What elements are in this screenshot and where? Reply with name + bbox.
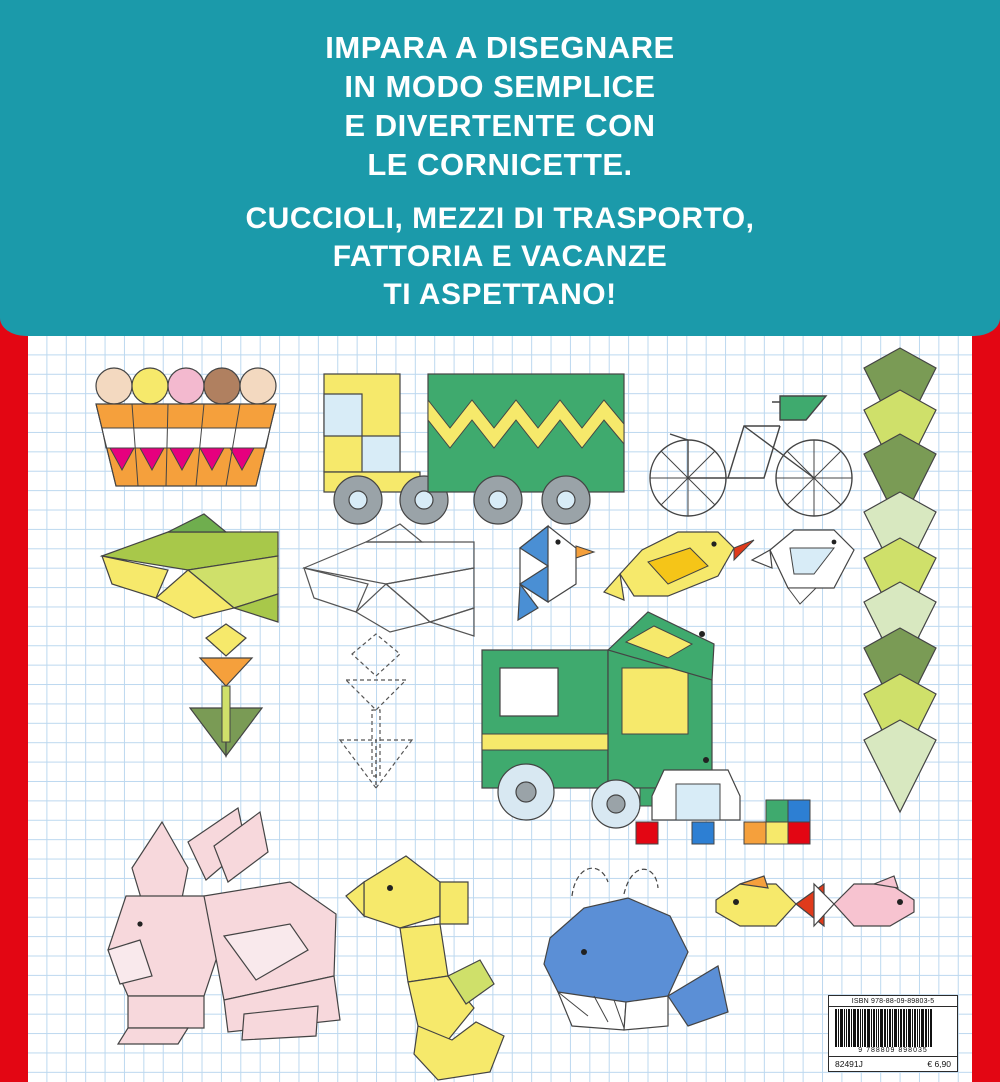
uccellino-giallo-illustration bbox=[604, 532, 754, 600]
barcode-price: € 6,90 bbox=[927, 1059, 951, 1069]
aeroplano-colorato-illustration bbox=[102, 514, 278, 622]
barcode-block bbox=[828, 995, 958, 1072]
headline-line-2: IN MODO SEMPLICE bbox=[344, 69, 656, 105]
pesce-rosa-illustration bbox=[814, 876, 914, 926]
barcode-code: 82491J bbox=[835, 1059, 863, 1069]
fiore-tratteggiato-illustration bbox=[340, 634, 412, 788]
rimorchio-illustration bbox=[428, 374, 624, 524]
bicicletta-illustration bbox=[650, 396, 852, 516]
cavalluccio-marino-illustration bbox=[346, 856, 504, 1080]
artwork-illustrations bbox=[28, 336, 972, 1082]
subheadline-line-3: TI ASPETTANO! bbox=[383, 277, 617, 311]
barcode-digits: 9 788809 898035 bbox=[858, 1047, 928, 1054]
subheadline bbox=[0, 200, 1000, 313]
headline-line-1: IMPARA A DISEGNARE bbox=[325, 30, 675, 65]
barcode-footer bbox=[829, 1056, 957, 1071]
headline-line-4: LE CORNICETTE. bbox=[367, 147, 633, 183]
subheadline-line-1: CUCCIOLI, MEZZI DI TRASPORTO, bbox=[245, 202, 755, 235]
bordo-foglie-illustration bbox=[864, 348, 936, 812]
header-banner bbox=[0, 0, 1000, 336]
mongolfiera-cesto-illustration bbox=[96, 368, 276, 486]
barcode-bars bbox=[829, 1007, 957, 1047]
isbn-text: ISBN 978-88-09-89803-5 bbox=[829, 996, 957, 1007]
aeroplano-contorno-illustration bbox=[304, 524, 474, 636]
uccellino-azzurro-illustration bbox=[518, 526, 594, 620]
headline bbox=[0, 28, 1000, 184]
coniglio-illustration bbox=[108, 808, 340, 1044]
subheadline-line-2: FATTORIA E VACANZE bbox=[332, 239, 668, 273]
gru-cantiere-illustration bbox=[482, 612, 740, 828]
balena-illustration bbox=[544, 868, 728, 1030]
grid-paper-sheet bbox=[28, 336, 972, 1082]
uccellino-bianco-illustration bbox=[752, 530, 854, 604]
headline-line-3: E DIVERTENTE CON bbox=[344, 108, 656, 144]
fiore-tulipano-illustration bbox=[190, 624, 262, 756]
pesce-giallo-illustration bbox=[716, 876, 824, 926]
